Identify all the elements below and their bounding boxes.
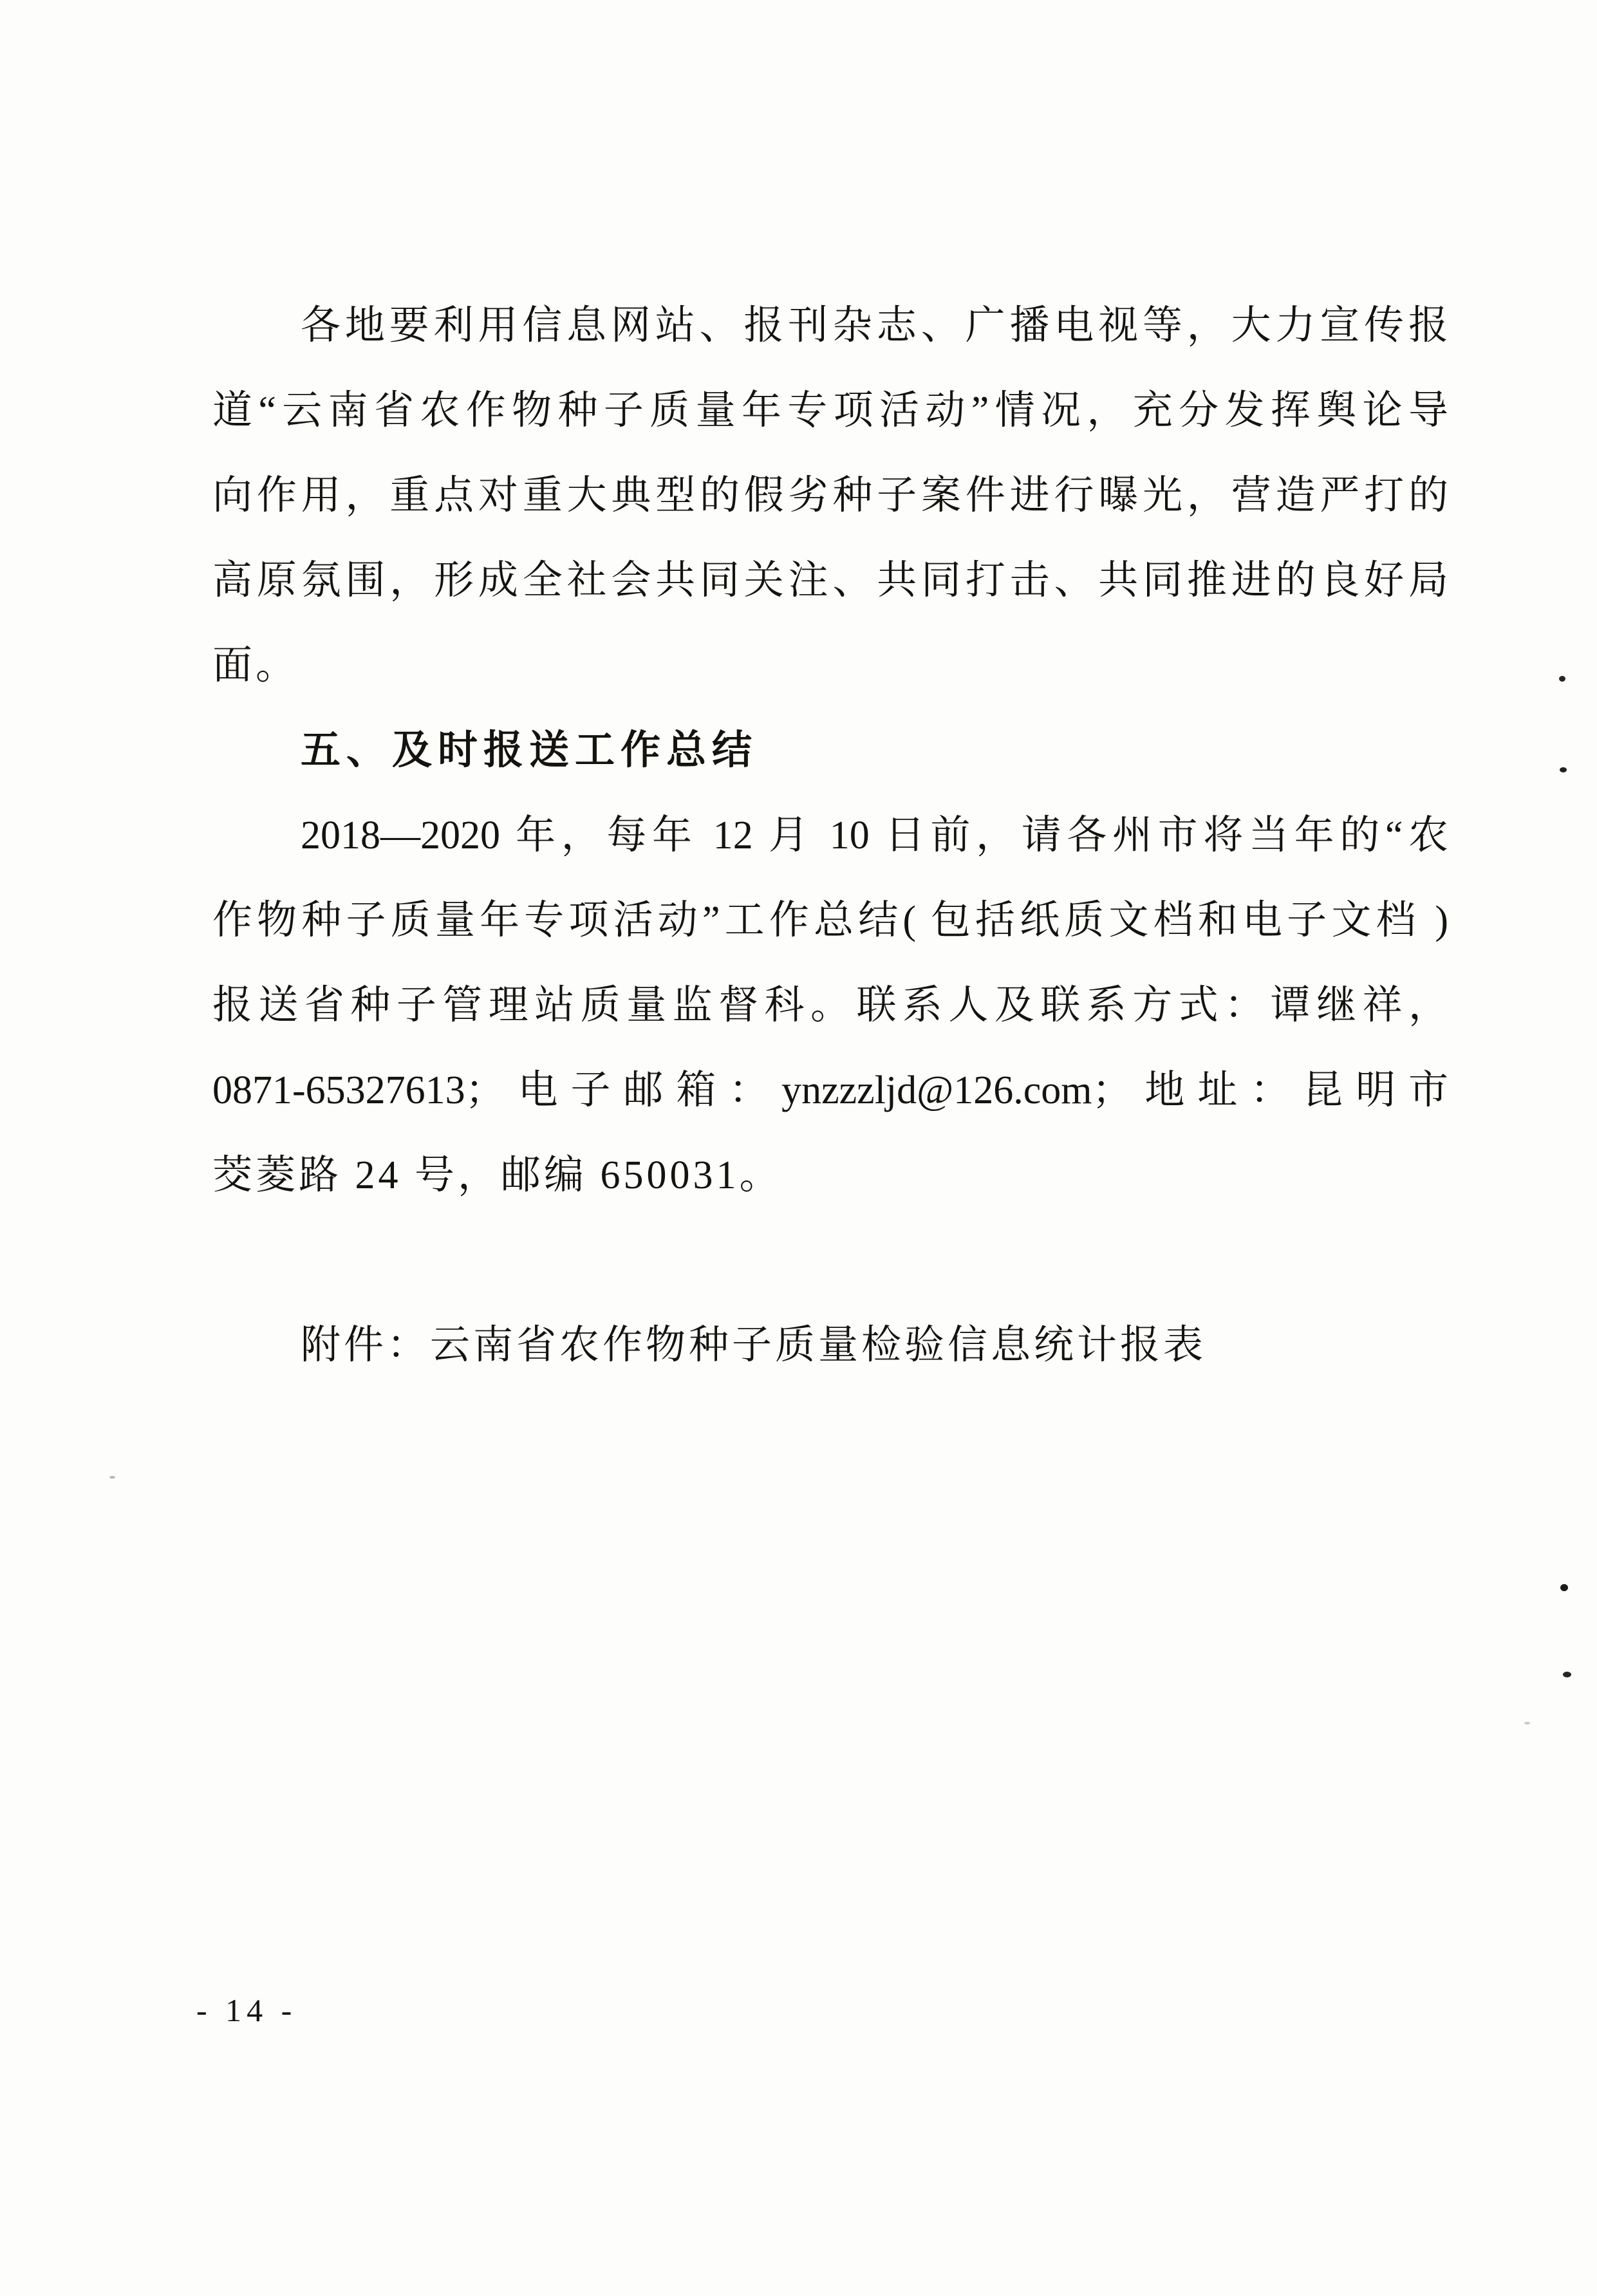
paragraph-line: 2018—2020 年，每年 12 月 10 日前，请各州市将当年的“农 xyxy=(301,814,1448,857)
scan-speck xyxy=(1560,1584,1568,1591)
paragraph-line: 高原氛围，形成全社会共同关注、共同打击、共同推进的良好局 xyxy=(212,559,1448,602)
document-body xyxy=(212,283,1448,1388)
scan-speck xyxy=(1560,767,1567,772)
paragraph-line: 各地要利用信息网站、报刊杂志、广播电视等，大力宣传报 xyxy=(301,304,1448,348)
scan-speck xyxy=(109,1476,115,1479)
paragraph-line: 面。 xyxy=(212,644,299,687)
scan-speck xyxy=(1524,1722,1530,1724)
blank-line xyxy=(212,1218,1448,1303)
scan-speck xyxy=(1559,676,1565,682)
paragraph-line: 道“云南省农作物种子质量年专项活动”情况，充分发挥舆论导 xyxy=(212,389,1448,433)
paragraph-line: 0871-65327613；电子邮箱：ynzzzljd@126.com；地址：昆明市 xyxy=(212,1069,1448,1112)
paragraph-line: 作物种子质量年专项活动”工作总结( 包括纸质文档和电子文档 ) xyxy=(212,899,1448,942)
paragraph-line: 向作用，重点对重大典型的假劣种子案件进行曝光，营造严打的 xyxy=(212,474,1448,518)
paragraph-line: 茭菱路 24 号，邮编 650031。 xyxy=(212,1153,783,1197)
paragraph-line: 报送省种子管理站质量监督科。联系人及联系方式：谭继祥， xyxy=(212,984,1448,1027)
section-heading: 五、及时报送工作总结 xyxy=(301,728,758,772)
attachment-note: 附件：云南省农作物种子质量检验信息统计报表 xyxy=(301,1323,1207,1367)
page-number: - 14 - xyxy=(196,1992,297,2028)
scan-speck xyxy=(1563,1672,1571,1677)
